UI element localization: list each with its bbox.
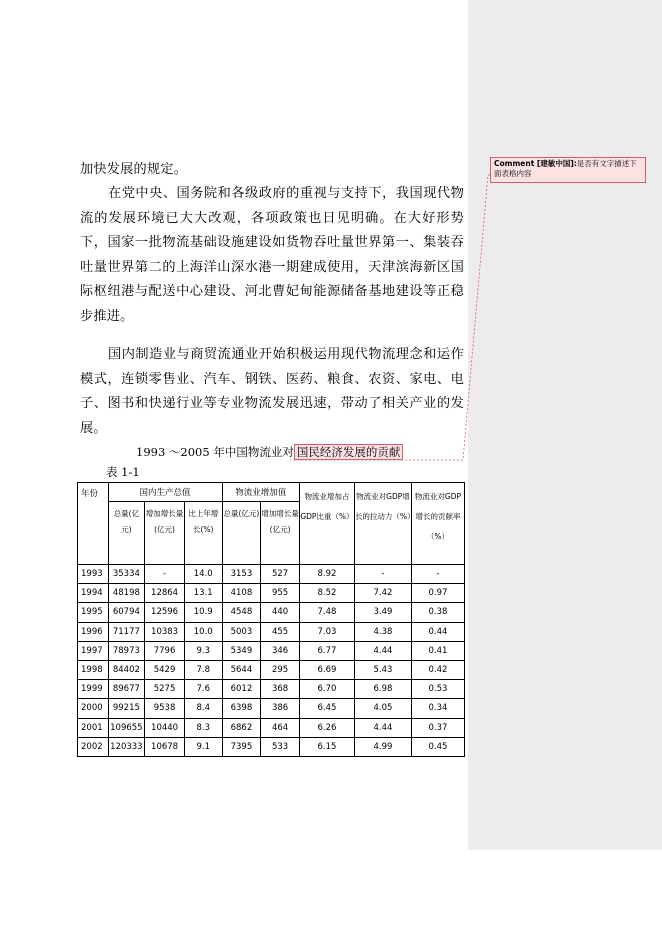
table-cell: 14.0 xyxy=(184,565,222,584)
table-cell: 0.37 xyxy=(411,718,464,737)
table-cell: 2000 xyxy=(78,699,109,718)
table-cell: 2001 xyxy=(78,718,109,737)
table-cell: 1999 xyxy=(78,680,109,699)
table-cell: 9.3 xyxy=(184,641,222,660)
table-cell: 109655 xyxy=(108,718,145,737)
table-cell: 0.41 xyxy=(411,641,464,660)
comment-text: 是否有文字描述下面表格内容 xyxy=(494,159,637,178)
table-cell: 4.99 xyxy=(354,737,411,756)
sub-gdp-inc: 增加增长量(亿元) xyxy=(145,502,185,565)
table-cell: 5275 xyxy=(145,680,185,699)
table-cell: - xyxy=(411,565,464,584)
table-cell: 455 xyxy=(261,622,300,641)
table-cell: 8.3 xyxy=(184,718,222,737)
table-cell: 955 xyxy=(261,584,300,603)
comment-balloon[interactable] xyxy=(490,157,646,183)
table-cell: 0.38 xyxy=(411,603,464,622)
table-cell: 3153 xyxy=(222,565,261,584)
table-cell: 120333 xyxy=(108,737,145,756)
table-cell: 10440 xyxy=(145,718,185,737)
table-cell: 60794 xyxy=(108,603,145,622)
table-cell: 464 xyxy=(261,718,300,737)
sub-gdp-total: 总量(亿元) xyxy=(108,502,145,565)
table-row xyxy=(78,641,465,660)
table-cell: 10383 xyxy=(145,622,185,641)
table-cell: 6.98 xyxy=(354,680,411,699)
table-row xyxy=(78,565,465,584)
table-cell: 8.4 xyxy=(184,699,222,718)
table-row xyxy=(78,603,465,622)
table-number: 表 1-1 xyxy=(106,465,140,479)
table-cell: 295 xyxy=(261,660,300,679)
comment-pane xyxy=(468,0,662,850)
table-cell: 1994 xyxy=(78,584,109,603)
table-cell: 6012 xyxy=(222,680,261,699)
table-title xyxy=(136,444,403,460)
table-cell: 0.44 xyxy=(411,622,464,641)
comment-label: Comment [建敏中国]: xyxy=(494,159,577,168)
table-row xyxy=(78,622,465,641)
table-row xyxy=(78,680,465,699)
table-cell: 7.03 xyxy=(299,622,354,641)
table-cell: 6.45 xyxy=(299,699,354,718)
header-contrib: 物流业对GDP增长的贡献率（%） xyxy=(411,483,464,565)
table-cell: 71177 xyxy=(108,622,145,641)
table-cell: - xyxy=(354,565,411,584)
table-cell: 10678 xyxy=(145,737,185,756)
table-cell: 1998 xyxy=(78,660,109,679)
table-cell: 368 xyxy=(261,680,300,699)
paragraph-3: 国内制造业与商贸流通业开始积极运用现代物流理念和运作模式，连锁零售业、汽车、钢铁、医药、粮食、农资、家电、电子、图书和快递行业等专业物流发展迅速，带动了相关产业的发展。 xyxy=(80,347,464,436)
table-cell: 8.52 xyxy=(299,584,354,603)
table-cell: 1995 xyxy=(78,603,109,622)
table-cell: 6.15 xyxy=(299,737,354,756)
table-cell: 6.26 xyxy=(299,718,354,737)
table-cell: 2002 xyxy=(78,737,109,756)
table-cell: 533 xyxy=(261,737,300,756)
table-cell: 4.38 xyxy=(354,622,411,641)
table-cell: 78973 xyxy=(108,641,145,660)
table-cell: 4.05 xyxy=(354,699,411,718)
table-cell: 5003 xyxy=(222,622,261,641)
table-cell: 48198 xyxy=(108,584,145,603)
table-cell: 527 xyxy=(261,565,300,584)
table-cell: 440 xyxy=(261,603,300,622)
table-cell: 35334 xyxy=(108,565,145,584)
table-cell: 12596 xyxy=(145,603,185,622)
table-cell: 1996 xyxy=(78,622,109,641)
table-cell: 4.44 xyxy=(354,641,411,660)
table-cell: 4548 xyxy=(222,603,261,622)
header-year: 年份 xyxy=(78,483,109,565)
table-cell: 0.53 xyxy=(411,680,464,699)
table-cell: 9.1 xyxy=(184,737,222,756)
table-cell: 3.49 xyxy=(354,603,411,622)
table-cell: 5.43 xyxy=(354,660,411,679)
table-cell: 84402 xyxy=(108,660,145,679)
table-cell: 1997 xyxy=(78,641,109,660)
table-cell: 8.92 xyxy=(299,565,354,584)
table-cell: 7395 xyxy=(222,737,261,756)
table-row xyxy=(78,584,465,603)
table-cell: 89677 xyxy=(108,680,145,699)
table-cell: 4.44 xyxy=(354,718,411,737)
table-cell: 6862 xyxy=(222,718,261,737)
table-cell: 10.9 xyxy=(184,603,222,622)
table-cell: 9538 xyxy=(145,699,185,718)
table-cell: 10.0 xyxy=(184,622,222,641)
table-cell: 6.69 xyxy=(299,660,354,679)
table-cell: 0.97 xyxy=(411,584,464,603)
table-cell: 7.48 xyxy=(299,603,354,622)
table-cell: 6.77 xyxy=(299,641,354,660)
table-cell: 7.6 xyxy=(184,680,222,699)
table-cell: 0.42 xyxy=(411,660,464,679)
table-cell: - xyxy=(145,565,185,584)
header-share: 物流业增加占GDP比重（%） xyxy=(299,483,354,565)
header-pull: 物流业对GDP增长的拉动力（%） xyxy=(354,483,411,565)
table-title-prefix: 1993 ～2005 年中国物流业对 xyxy=(136,445,294,459)
table-row xyxy=(78,660,465,679)
contribution-table xyxy=(77,482,465,757)
header-gdp: 国内生产总值 xyxy=(108,483,222,502)
header-logistics: 物流业增加值 xyxy=(222,483,299,502)
table-cell: 7.8 xyxy=(184,660,222,679)
table-cell: 12864 xyxy=(145,584,185,603)
table-cell: 1993 xyxy=(78,565,109,584)
table-cell: 5429 xyxy=(145,660,185,679)
table-cell: 6.70 xyxy=(299,680,354,699)
table-cell: 5644 xyxy=(222,660,261,679)
table-cell: 346 xyxy=(261,641,300,660)
table-cell: 0.34 xyxy=(411,699,464,718)
table-cell: 13.1 xyxy=(184,584,222,603)
paragraph-2: 在党中央、国务院和各级政府的重视与支持下，我国现代物流的发展环境已大大改观，各项政策也日见明确。在大好形势下，国家一批物流基础设施建设如货物吞吐量世界第一、集装吞吐量世界第二的上海洋山深水港一期建成使用，天津滨海新区国际枢纽港与配送中心建设、河北曹妃甸能源储备基地建设等正稳步推进。 xyxy=(80,186,464,324)
table-cell: 4108 xyxy=(222,584,261,603)
table-cell: 0.45 xyxy=(411,737,464,756)
table-cell: 99215 xyxy=(108,699,145,718)
sub-gdp-rate: 比上年增长(%) xyxy=(184,502,222,565)
paragraph-1: 加快发展的规定。 xyxy=(80,162,188,177)
sub-log-inc: 增加增长量(亿元) xyxy=(261,502,300,565)
table-cell: 6398 xyxy=(222,699,261,718)
table-cell: 7796 xyxy=(145,641,185,660)
sub-log-total: 总量(亿元) xyxy=(222,502,261,565)
table-row xyxy=(78,718,465,737)
table-cell: 7.42 xyxy=(354,584,411,603)
table-cell: 386 xyxy=(261,699,300,718)
table-row xyxy=(78,737,465,756)
table-cell: 5349 xyxy=(222,641,261,660)
table-title-highlight[interactable]: 国民经济发展的贡献 xyxy=(294,444,404,460)
table-row xyxy=(78,699,465,718)
